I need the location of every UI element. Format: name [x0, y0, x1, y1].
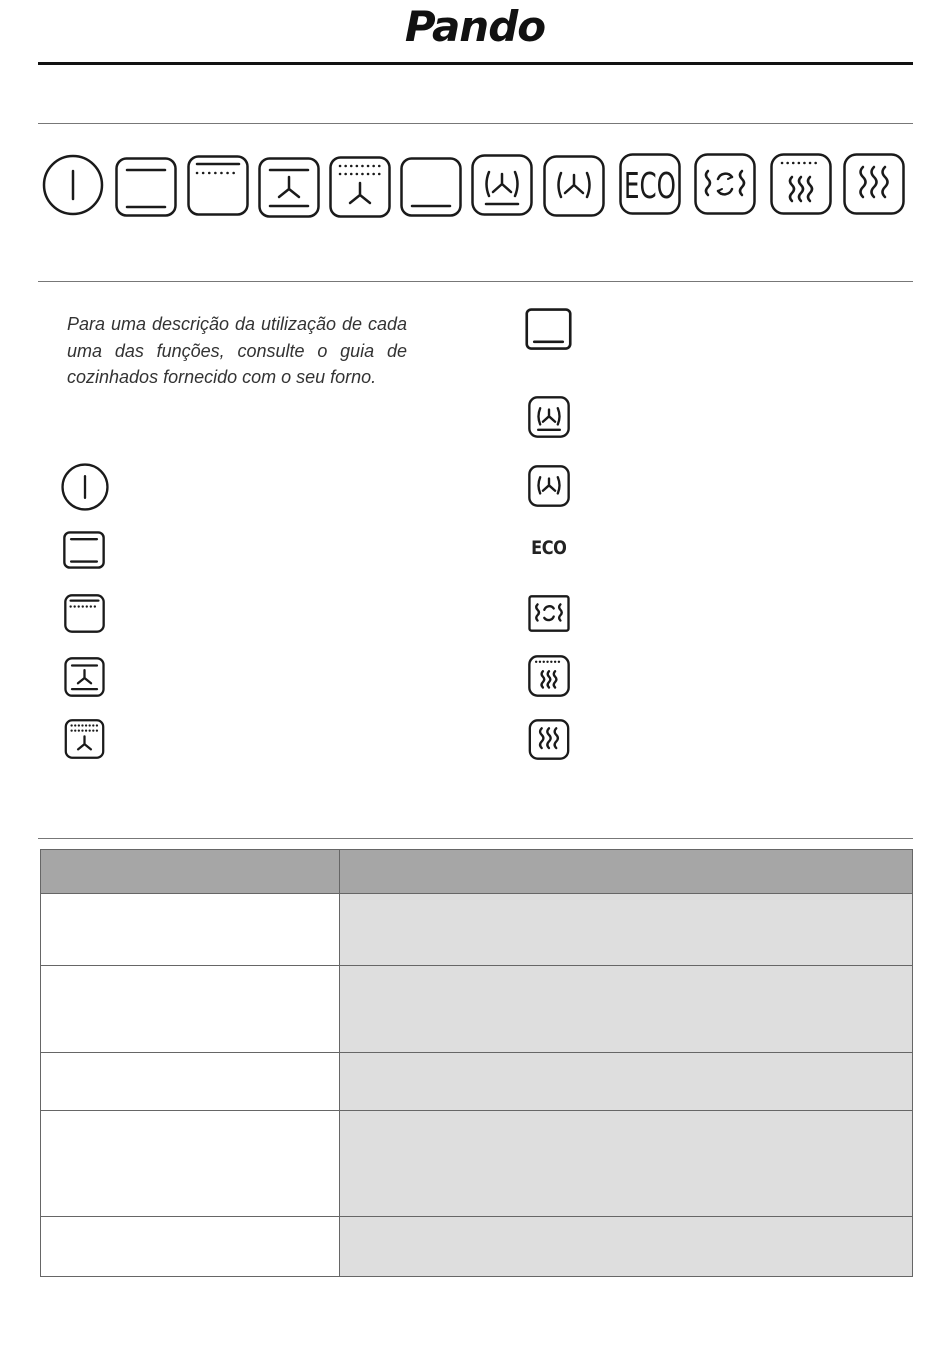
- table-row: [41, 966, 913, 1053]
- section-divider: [38, 281, 913, 282]
- section-divider: [38, 838, 913, 839]
- table-header-row: [41, 850, 913, 894]
- fan-circular-icon: [543, 155, 605, 217]
- table-row: [41, 1053, 913, 1111]
- power-icon: [61, 463, 109, 511]
- top-bottom-heat-icon: [115, 157, 177, 217]
- fan-circular-bottom-icon: [528, 396, 570, 438]
- circular-heat-icon: [694, 153, 756, 215]
- table-cell: [340, 1217, 913, 1277]
- functions-table: [40, 849, 913, 1277]
- defrost-waves-icon: [843, 153, 905, 215]
- fan-circular-bottom-icon: [471, 154, 533, 216]
- power-icon: [42, 154, 104, 216]
- fan-grill-icon: [64, 719, 105, 759]
- table-cell: [41, 1217, 340, 1277]
- fan-circular-icon: [528, 465, 570, 507]
- top-bottom-heat-icon: [63, 531, 105, 569]
- grill-waves-icon: [528, 655, 570, 697]
- brand-logo: Pando: [404, 2, 546, 51]
- table-cell: [340, 966, 913, 1053]
- fan-bottom-heat-icon: [64, 657, 105, 697]
- eco-icon: [619, 153, 681, 215]
- bottom-heat-icon: [525, 308, 572, 350]
- intro-text: Para uma descrição da utilização de cada uma das funções, consulte o guia de cozinhados fornecido com o seu forno.: [67, 314, 407, 387]
- table-row: [41, 1111, 913, 1217]
- table-header-cell: [340, 850, 913, 894]
- svg-text:ECO: ECO: [624, 166, 676, 207]
- eco-label: ECO: [531, 537, 567, 559]
- table-cell: [41, 966, 340, 1053]
- fan-grill-icon: [329, 156, 391, 218]
- table-row: [41, 1217, 913, 1277]
- table-header-cell: [41, 850, 340, 894]
- fan-bottom-heat-icon: [258, 157, 320, 218]
- table-cell: [340, 894, 913, 966]
- table-row: [41, 894, 913, 966]
- grill-waves-icon: [770, 153, 832, 215]
- grill-icon: [187, 155, 249, 216]
- table-cell: [41, 894, 340, 966]
- header-rule: [38, 62, 913, 65]
- section-divider: [38, 123, 913, 124]
- circular-heat-icon: [528, 595, 570, 632]
- table-cell: [41, 1111, 340, 1217]
- bottom-heat-icon: [400, 157, 462, 217]
- table-cell: [41, 1053, 340, 1111]
- defrost-waves-icon: [528, 719, 570, 760]
- table-cell: [340, 1111, 913, 1217]
- grill-icon: [64, 594, 105, 633]
- table-cell: [340, 1053, 913, 1111]
